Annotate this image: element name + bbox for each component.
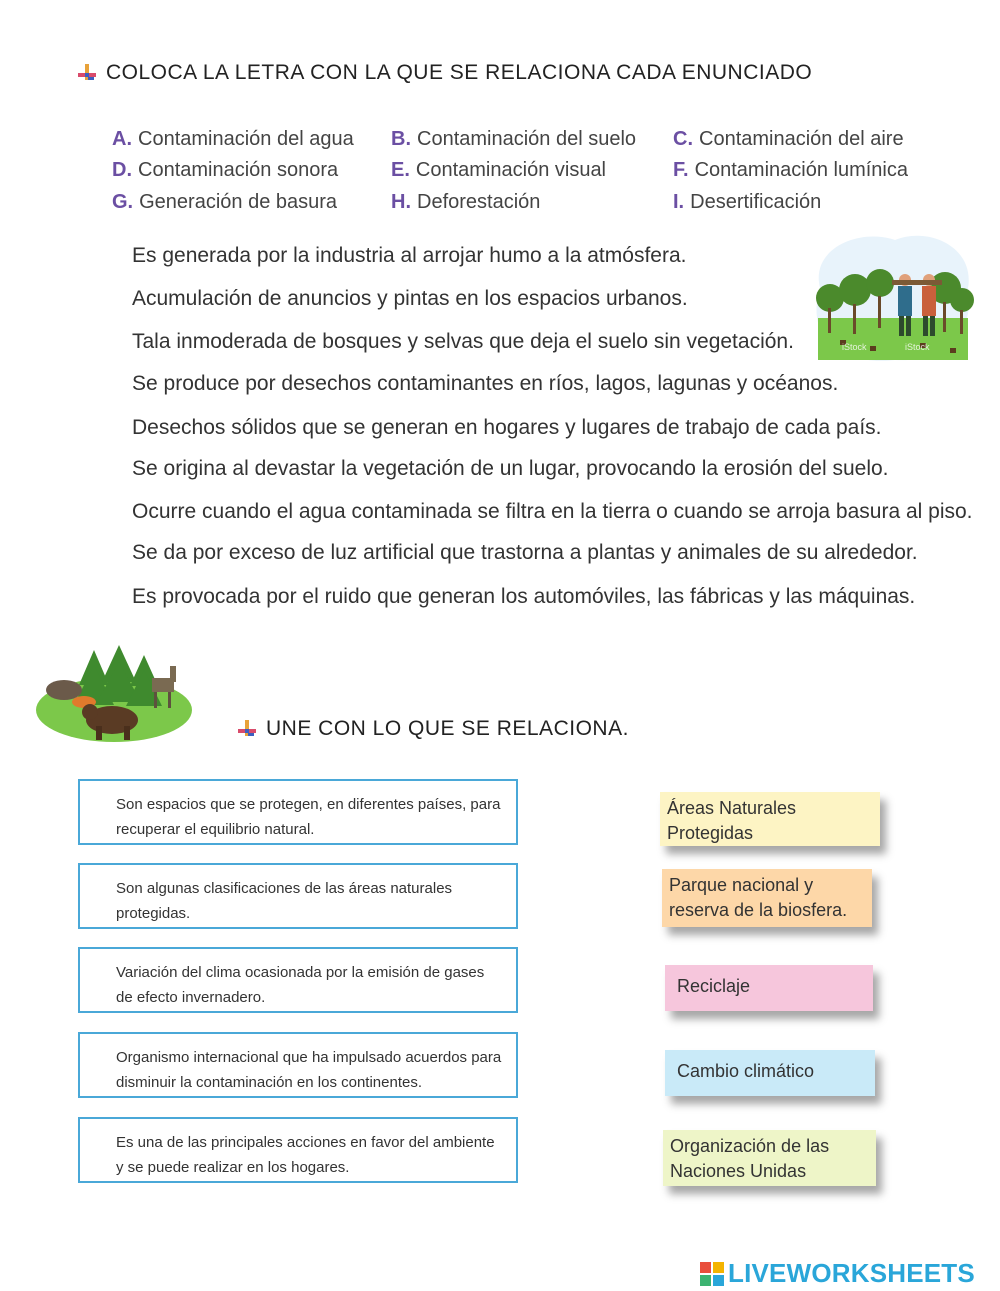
option-letter: C. (673, 128, 693, 150)
description-box[interactable]: Son algunas clasificaciones de las áreas naturales protegidas. (78, 863, 518, 929)
option-letter: D. (112, 159, 132, 181)
people-planting-illustration (800, 228, 975, 368)
answer-note[interactable]: Parque nacional y reserva de la biosfera. (662, 869, 872, 927)
option-letter: E. (391, 159, 410, 181)
option-text: Contaminación del suelo (417, 128, 637, 150)
option-item (673, 191, 821, 214)
option-letter: A. (112, 128, 132, 150)
section2-title: UNE CON LO QUE SE RELACIONA. (266, 717, 629, 740)
option-letter: I. (673, 191, 685, 213)
logo-block (713, 1262, 724, 1273)
answer-note[interactable]: Áreas Naturales Protegidas (660, 792, 880, 846)
answer-note[interactable]: Reciclaje (665, 965, 873, 1011)
answer-note[interactable]: Organización de las Naciones Unidas (663, 1130, 876, 1186)
option-text: Contaminación del aire (699, 128, 904, 150)
option-text: Deforestación (417, 191, 541, 213)
section1-title: COLOCA LA LETRA CON LA QUE SE RELACIONA CADA ENUNCIADO (106, 61, 813, 84)
logo-block (700, 1275, 711, 1286)
option-item (673, 128, 904, 151)
section2-heading (236, 717, 629, 741)
option-letter: H. (391, 191, 411, 213)
statement-line: Ocurre cuando el agua contaminada se filtra en la tierra o cuando se arroja basura al piso. (132, 500, 973, 523)
option-item (112, 159, 338, 182)
cross-bullet-icon (236, 718, 258, 740)
statement-line: Es generada por la industria al arrojar humo a la atmósfera. (132, 244, 687, 267)
description-box[interactable]: Es una de las principales acciones en favor del ambiente y se puede realizar en los hogares. (78, 1117, 518, 1183)
option-text: Contaminación lumínica (694, 159, 908, 181)
option-text: Contaminación del agua (138, 128, 354, 150)
statement-line: Se da por exceso de luz artificial que trastorna a plantas y animales de su alrededor. (132, 541, 918, 564)
istock-watermark: iStock (905, 342, 930, 352)
option-letter: F. (673, 159, 689, 181)
answer-note[interactable]: Cambio climático (665, 1050, 875, 1096)
statement-line: Se produce por desechos contaminantes en ríos, lagos, lagunas y océanos. (132, 372, 839, 395)
option-item (112, 128, 354, 151)
statement-line: Tala inmoderada de bosques y selvas que deja el suelo sin vegetación. (132, 330, 794, 353)
option-item (391, 191, 540, 214)
brand-name: LIVEWORKSHEETS (728, 1258, 975, 1288)
description-box[interactable]: Son espacios que se protegen, en diferentes países, para recuperar el equilibrio natural. (78, 779, 518, 845)
logo-block (713, 1275, 724, 1286)
section1-heading (76, 61, 812, 85)
option-letter: B. (391, 128, 411, 150)
option-item (112, 191, 337, 214)
option-item (391, 128, 636, 151)
option-text: Contaminación visual (415, 159, 607, 181)
option-text: Desertificación (690, 191, 822, 213)
liveworksheets-logo (700, 1258, 975, 1289)
statement-line: Es provocada por el ruido que generan los automóviles, las fábricas y las máquinas. (132, 585, 916, 608)
option-letter: G. (112, 191, 134, 213)
logo-blocks-icon (700, 1262, 724, 1286)
option-item (673, 159, 908, 182)
option-text: Contaminación sonora (138, 159, 339, 181)
description-box[interactable]: Variación del clima ocasionada por la emisión de gases de efecto invernadero. (78, 947, 518, 1013)
cross-bullet-icon (76, 62, 98, 84)
description-box[interactable]: Organismo internacional que ha impulsado acuerdos para disminuir la contaminación en los continentes. (78, 1032, 518, 1098)
statement-line: Desechos sólidos que se generan en hogares y lugares de trabajo de cada país. (132, 416, 882, 439)
statement-line: Acumulación de anuncios y pintas en los espacios urbanos. (132, 287, 688, 310)
option-text: Generación de basura (139, 191, 338, 213)
forest-animals-illustration (34, 640, 194, 745)
istock-watermark: iStock (842, 342, 867, 352)
option-item (391, 159, 606, 182)
statement-line: Se origina al devastar la vegetación de un lugar, provocando la erosión del suelo. (132, 457, 889, 480)
logo-block (700, 1262, 711, 1273)
